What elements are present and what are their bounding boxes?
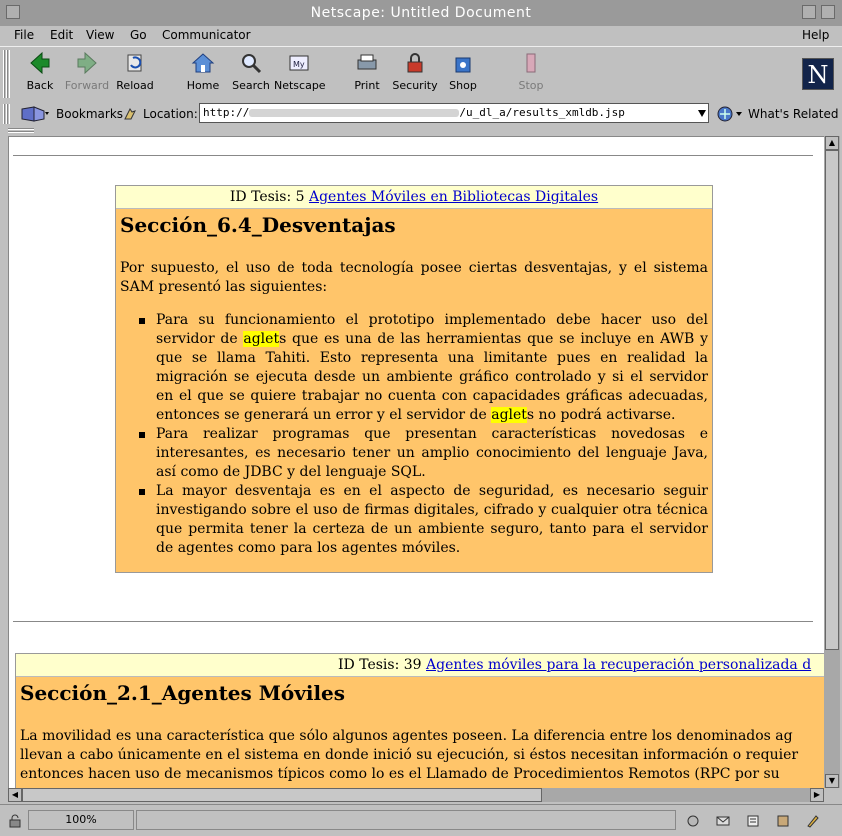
scroll-right-arrow[interactable]: ▶: [810, 788, 824, 802]
thesis-id: ID Tesis: 39: [338, 657, 422, 673]
netscape-button[interactable]: My Netscape: [274, 51, 324, 92]
menu-file[interactable]: File: [14, 28, 35, 42]
back-button[interactable]: Back: [15, 51, 65, 92]
section-title: Sección_6.4_Desventajas: [120, 213, 396, 237]
netscape-logo[interactable]: N: [802, 58, 834, 90]
thesis-link[interactable]: Agentes móviles para la recuperación personalizada d: [426, 657, 812, 673]
bookmarks-icon[interactable]: [20, 105, 50, 123]
page-proxy-icon[interactable]: [122, 106, 138, 122]
section-intro: Por supuesto, el uso de toda tecnología posee ciertas desventajas, y el sistema SAM presentó las siguientes:: [120, 260, 708, 295]
search-highlight: aglet: [491, 407, 527, 423]
vertical-scrollbar[interactable]: [824, 136, 840, 788]
maximize-button[interactable]: [821, 5, 835, 19]
redacted-url-segment: [249, 109, 459, 117]
bookmarks-label[interactable]: Bookmarks: [56, 107, 124, 121]
menu-communicator[interactable]: Communicator: [162, 28, 251, 42]
forward-button[interactable]: Forward: [62, 51, 112, 92]
zoom-level: 100%: [28, 810, 134, 830]
forward-arrow-icon: [75, 51, 99, 75]
printer-icon: [355, 51, 379, 75]
scroll-down-arrow[interactable]: ▼: [825, 774, 839, 788]
status-message: [136, 810, 676, 830]
result-card: [115, 185, 713, 573]
svg-text:My: My: [293, 60, 305, 69]
result-header: [16, 654, 825, 677]
location-input[interactable]: http:// /u_dl_a/results_xmldb.jsp: [199, 103, 709, 123]
section-title: Sección_2.1_Agentes Móviles: [20, 681, 346, 705]
mail-icon[interactable]: [716, 814, 730, 828]
menu-help[interactable]: Help: [802, 28, 830, 42]
personal-toolbar-grip[interactable]: [8, 127, 34, 133]
url-dropdown-icon[interactable]: [696, 106, 708, 120]
thesis-id: ID Tesis: 5: [229, 189, 305, 205]
result-card: [15, 653, 825, 789]
horizontal-scrollbar[interactable]: [8, 788, 824, 802]
drawbacks-list: [144, 311, 708, 558]
list-item: Para realizar programas que presentan características novedosas e interesantes, es necesario tener un amplio conocimiento del lenguaje Java, así como de JDBC y del lenguaje SQL.: [156, 426, 708, 480]
list-item: La mayor desventaja es en el aspecto de seguridad, es necesario seguir investigando sobre el uso de firmas digitales, cifrado y cualquier otra técnica que permita tener la certeza de un ambiente seguro, tanto para el servidor de agentes como para los agentes móviles.: [156, 483, 708, 556]
section-paragraph: La movilidad es una característica que sólo algunos agentes poseen. La diferencia entre los denominados ag llevan a cabo únicamente en el sistema en donde inició su ejecución, si éstos necesitan información o requier entonces hacen uso de mecanismos típicos como lo es el Llamado de Procedimientos Remotos (RPC por su: [20, 728, 799, 782]
toolbar-grip[interactable]: [3, 50, 10, 98]
stop-button[interactable]: Stop: [506, 51, 556, 92]
scroll-left-arrow[interactable]: ◀: [8, 788, 22, 802]
scroll-up-arrow[interactable]: ▲: [825, 136, 839, 150]
horizontal-scroll-thumb[interactable]: [22, 788, 542, 802]
newsgroups-icon[interactable]: [746, 814, 760, 828]
shop-bag-icon: [451, 51, 475, 75]
status-bar: [0, 804, 842, 836]
page-content: [8, 136, 825, 789]
location-label: Location:: [143, 107, 198, 121]
reload-icon: [123, 51, 147, 75]
thesis-link[interactable]: Agentes Móviles en Bibliotecas Digitales: [308, 189, 599, 205]
home-button[interactable]: Home: [178, 51, 228, 92]
navigation-toolbar: [0, 46, 842, 104]
window-title: Netscape: Untitled Document: [310, 5, 532, 21]
reload-button[interactable]: Reload: [110, 51, 160, 92]
composer-icon[interactable]: [806, 814, 820, 828]
whats-related-label[interactable]: What's Related: [748, 107, 839, 121]
menu-view[interactable]: View: [86, 28, 115, 42]
window-titlebar: [0, 0, 842, 27]
divider: [13, 621, 813, 623]
search-icon: [239, 51, 263, 75]
menu-edit[interactable]: Edit: [50, 28, 74, 42]
result-header: [116, 186, 712, 209]
back-arrow-icon: [28, 51, 52, 75]
menu-go[interactable]: Go: [130, 28, 147, 42]
navigator-icon[interactable]: [686, 814, 700, 828]
shop-button[interactable]: Shop: [438, 51, 488, 92]
my-netscape-icon: [287, 51, 311, 75]
search-highlight: aglet: [243, 331, 280, 347]
search-button[interactable]: Search: [226, 51, 276, 92]
address-book-icon[interactable]: [776, 814, 790, 828]
whats-related-icon[interactable]: [716, 105, 744, 123]
padlock-icon: [403, 51, 427, 75]
minimize-button[interactable]: [802, 5, 816, 19]
security-button[interactable]: Security: [390, 51, 440, 92]
vertical-scroll-thumb[interactable]: [825, 150, 839, 650]
divider: [13, 155, 813, 157]
security-status-icon[interactable]: [8, 814, 22, 828]
home-icon: [191, 51, 215, 75]
print-button[interactable]: Print: [342, 51, 392, 92]
menu-bar: [0, 26, 842, 46]
location-grip[interactable]: [3, 104, 10, 124]
list-item: Para su funcionamiento el prototipo implementado debe hacer uso del servidor de aglets que es una de las herramientas que se incluye en AWB y que se llama Tahiti. Esto representa una limitante pues en realidad la migración se ejecuta desde un ambiente gráfico controlado y si el servidor en el que se quiere trabajar no cuenta con capacidades gráficas adecuadas, entonces se generará un error y el servidor de aglets no podrá activarse.: [156, 312, 709, 423]
stop-icon: [519, 51, 543, 75]
